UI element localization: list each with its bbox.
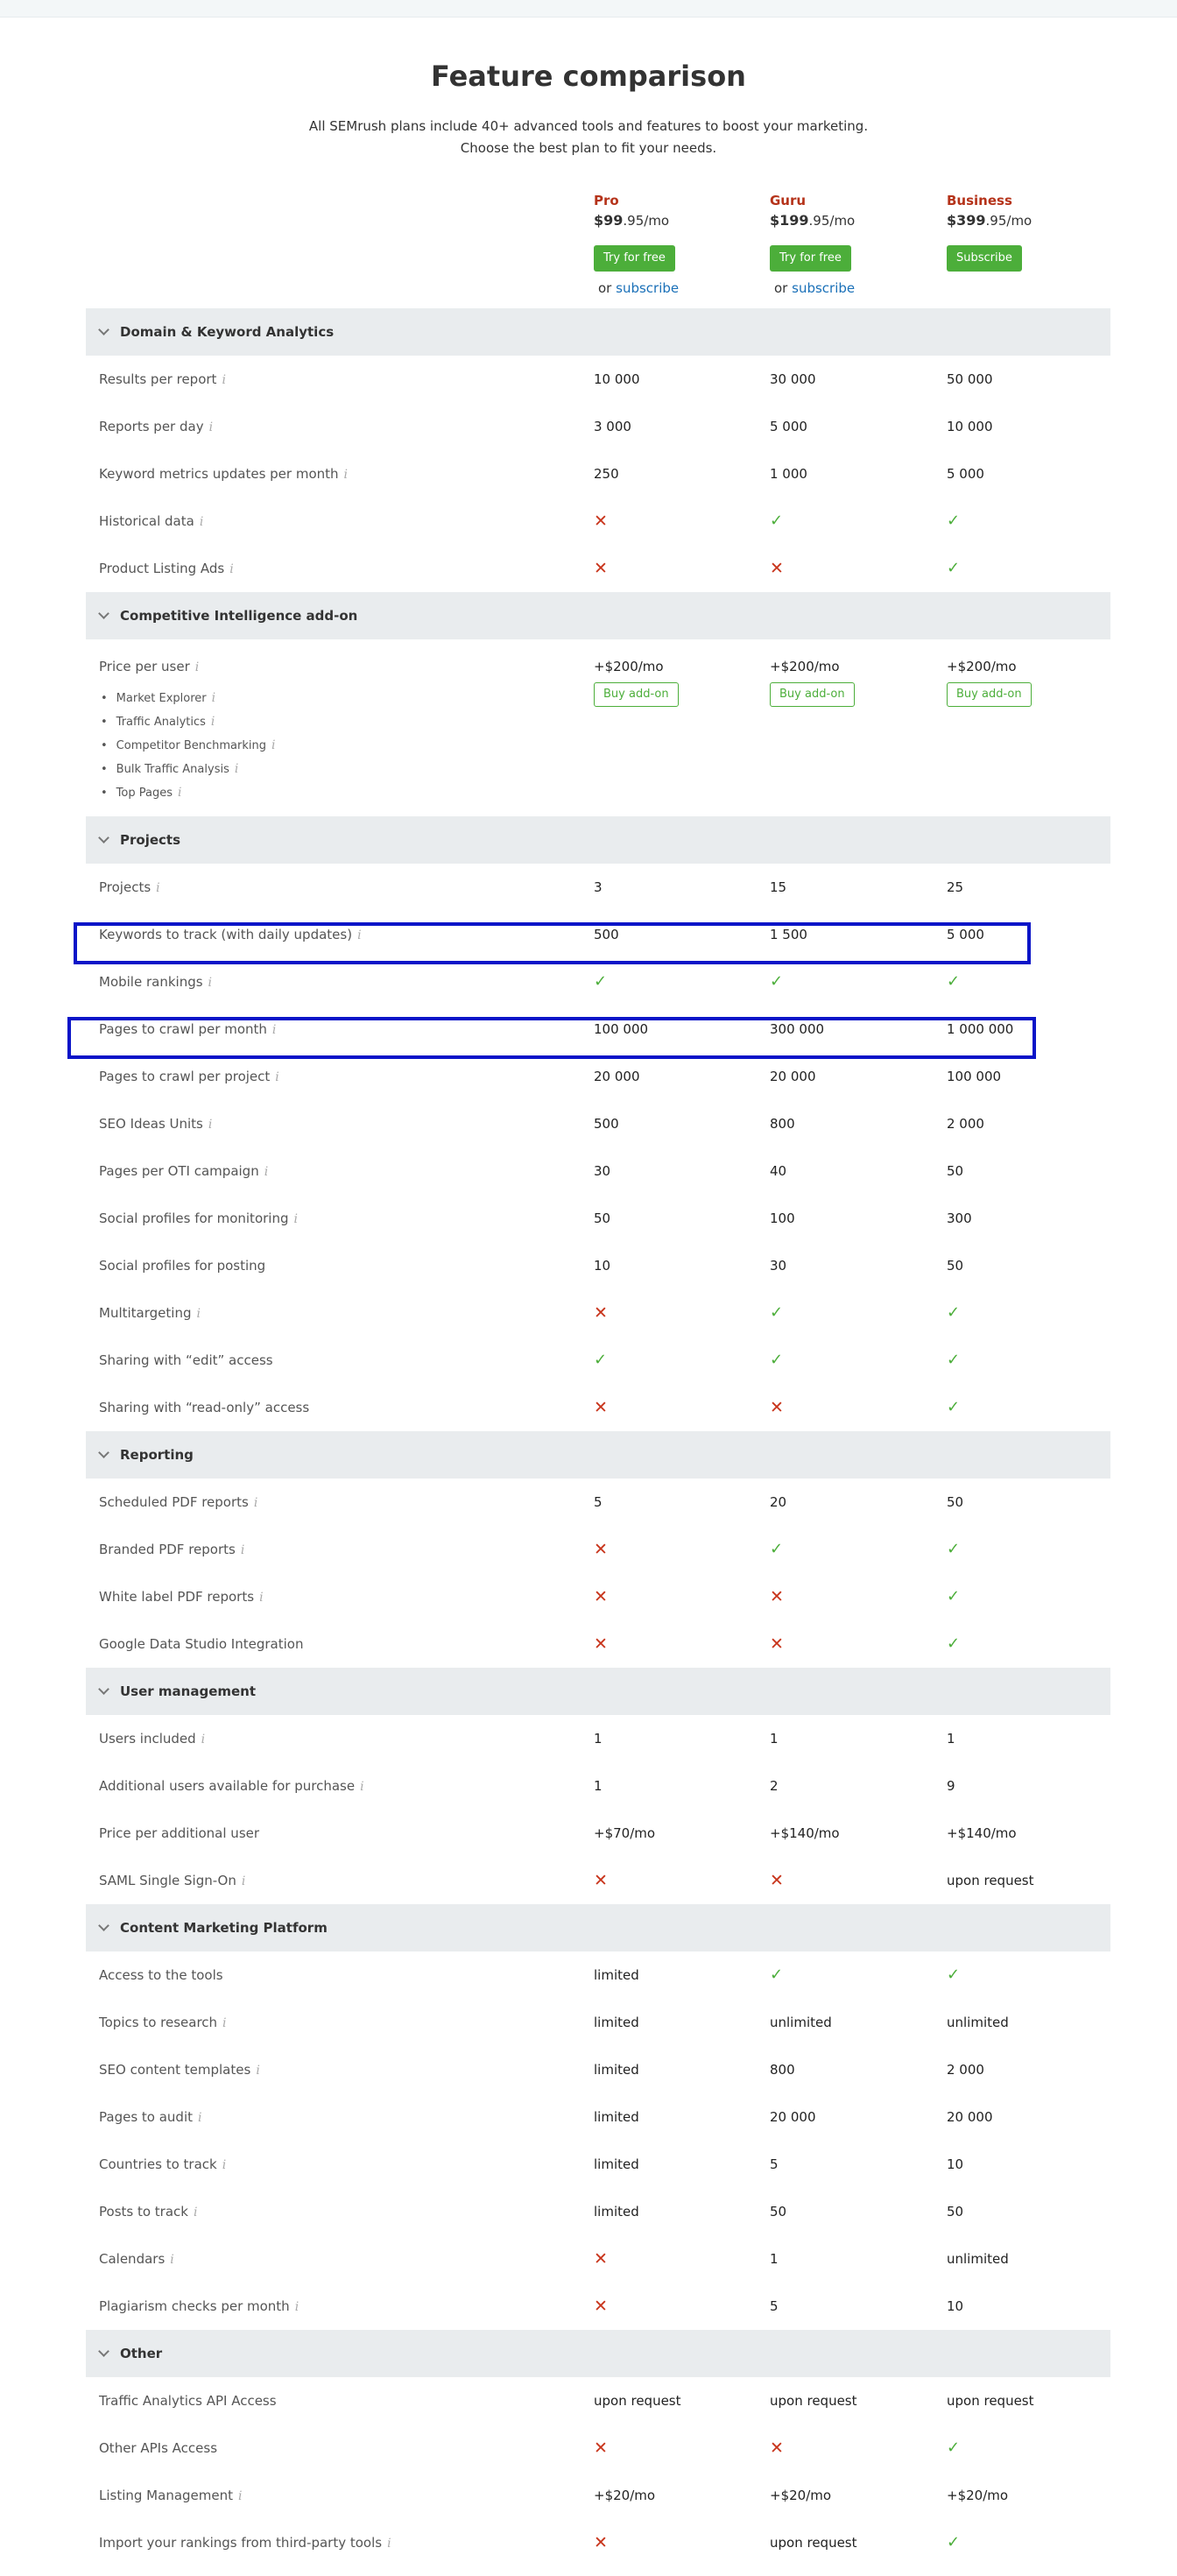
- top-strip: [0, 0, 1177, 18]
- table-row: [86, 1479, 1110, 1526]
- table-row: [86, 2472, 1110, 2519]
- table-row: [86, 2188, 1110, 2235]
- cell-value: 2 000: [947, 2062, 984, 2078]
- page-subtitle: [0, 116, 1177, 159]
- table-row: [86, 1384, 1110, 1431]
- info-icon[interactable]: i: [193, 2205, 198, 2220]
- info-icon[interactable]: i: [387, 2537, 391, 2551]
- row-label: Branded PDF reports i: [99, 1542, 245, 1557]
- section-header-user-management[interactable]: [86, 1668, 1110, 1715]
- cross-icon: ✕: [770, 1398, 784, 1417]
- cell-value: 20: [770, 1494, 787, 1510]
- row-label: SEO content templates i: [99, 2062, 260, 2078]
- section-title: Competitive Intelligence add-on: [120, 608, 358, 624]
- table-row: [86, 1810, 1110, 1857]
- plan-price: $99.95/mo: [594, 212, 670, 229]
- table-row: [86, 958, 1110, 1006]
- row-label: Pages per OTI campaign i: [99, 1163, 269, 1179]
- info-icon[interactable]: i: [210, 715, 215, 729]
- section-title: Projects: [120, 832, 181, 848]
- table-row: [86, 1573, 1110, 1620]
- cross-icon: ✕: [594, 2249, 608, 2269]
- cell-value: 10 000: [594, 371, 640, 387]
- check-icon: ✓: [947, 1351, 961, 1369]
- table-row: [86, 1715, 1110, 1762]
- table-row: [86, 1100, 1110, 1147]
- cross-icon: ✕: [594, 2533, 608, 2552]
- row-label: Access to the tools: [99, 1967, 223, 1983]
- check-icon: ✓: [594, 972, 608, 991]
- section-header-domain-keyword-analytics[interactable]: [86, 308, 1110, 356]
- row-label: Posts to track i: [99, 2204, 198, 2220]
- table-row: [86, 1053, 1110, 1100]
- cell-value: upon request: [770, 2535, 857, 2551]
- row-label: Additional users available for purchase i: [99, 1778, 364, 1794]
- cell-value: upon request: [594, 2393, 681, 2409]
- check-icon: ✓: [770, 1303, 784, 1322]
- table-row: [86, 1999, 1110, 2046]
- cell-value: limited: [594, 2015, 639, 2030]
- cell-value: 5 000: [770, 419, 807, 434]
- plan-price: $199.95/mo: [770, 212, 856, 229]
- cell-value: 500: [594, 1116, 619, 1132]
- row-label: Results per report i: [99, 371, 226, 387]
- cell-value: 50: [770, 2204, 787, 2220]
- section-title: Domain & Keyword Analytics: [120, 324, 335, 340]
- cell-value: 1 000: [770, 466, 807, 482]
- row-label: Pages to crawl per month i: [99, 1021, 277, 1037]
- cell-value: limited: [594, 2204, 639, 2220]
- cross-icon: ✕: [594, 2297, 608, 2316]
- row-label: SEO Ideas Units i: [99, 1116, 213, 1132]
- cell-value: 15: [770, 879, 787, 895]
- row-label: Social profiles for posting: [99, 1258, 266, 1274]
- cross-icon: ✕: [770, 559, 784, 578]
- table-row: [86, 1289, 1110, 1337]
- row-label: Projects i: [99, 879, 160, 895]
- check-icon: ✓: [594, 1351, 608, 1369]
- cell-value: 10: [594, 1258, 611, 1274]
- cell-value: +$20/mo: [947, 2488, 1009, 2503]
- addon-price: +$200/mo: [770, 659, 840, 674]
- cell-value: 50: [947, 1163, 964, 1179]
- page-title: Feature comparison: [431, 60, 746, 93]
- table-row: [86, 450, 1110, 498]
- section-header-other[interactable]: [86, 2330, 1110, 2377]
- table-row: [86, 356, 1110, 403]
- info-icon[interactable]: i: [196, 1307, 201, 1321]
- cell-value: 1: [594, 1778, 603, 1794]
- row-label: Reports per day i: [99, 419, 214, 434]
- cross-icon: ✕: [594, 1540, 608, 1559]
- cell-value: 3 000: [594, 419, 631, 434]
- check-icon: ✓: [947, 1303, 961, 1322]
- cell-value: 5: [770, 2156, 779, 2172]
- cell-value: 100: [770, 1210, 795, 1226]
- chevron-down-icon: [98, 608, 109, 619]
- chevron-down-icon: [98, 832, 109, 843]
- cross-icon: ✕: [770, 1634, 784, 1654]
- or-subscribe: or subscribe: [598, 280, 680, 296]
- section-title: Other: [120, 2346, 163, 2361]
- table-row: [86, 1526, 1110, 1573]
- chevron-down-icon: [98, 1447, 109, 1458]
- row-label: Topics to research i: [99, 2015, 227, 2030]
- info-icon[interactable]: i: [201, 1733, 206, 1747]
- cell-value: 20 000: [770, 2109, 816, 2125]
- cell-value: 100 000: [947, 1069, 1002, 1084]
- row-label: SAML Single Sign-On i: [99, 1873, 246, 1888]
- row-label: Product Listing Ads i: [99, 561, 234, 576]
- cross-icon: ✕: [594, 1587, 608, 1606]
- row-label: Pages to audit i: [99, 2109, 202, 2125]
- info-icon[interactable]: i: [240, 1543, 245, 1557]
- or-subscribe: or subscribe: [774, 280, 856, 296]
- addon-feature-list: [101, 687, 276, 805]
- addon-price: +$200/mo: [594, 659, 664, 674]
- cell-value: 40: [770, 1163, 787, 1179]
- highlight-pages-crawl-row: [67, 1017, 1036, 1059]
- addon-feature-item: • Market Explorer i: [101, 687, 276, 710]
- cell-value: 3: [594, 879, 603, 895]
- try-for-free-button[interactable]: Try for free: [594, 245, 675, 272]
- cell-value: 1 500: [770, 927, 807, 942]
- check-icon: ✓: [947, 1587, 961, 1606]
- cross-icon: ✕: [594, 512, 608, 531]
- highlight-keywords-row: [74, 922, 1031, 964]
- check-icon: ✓: [770, 1351, 784, 1369]
- info-icon[interactable]: i: [170, 2253, 174, 2267]
- table-row: [86, 1951, 1110, 1999]
- cell-value: 500: [594, 927, 619, 942]
- cell-value: 5 000: [947, 466, 984, 482]
- info-icon[interactable]: i: [208, 976, 213, 990]
- cell-value: 20 000: [594, 1069, 640, 1084]
- table-row: [86, 498, 1110, 545]
- cell-value: 10: [947, 2298, 964, 2314]
- check-icon: ✓: [947, 2438, 961, 2457]
- table-row: [86, 1857, 1110, 1904]
- addon-feature-item: • Competitor Benchmarking i: [101, 734, 276, 758]
- info-icon[interactable]: i: [208, 1118, 213, 1132]
- cell-value: 20 000: [947, 2109, 993, 2125]
- table-row: [86, 1337, 1110, 1384]
- cell-value: 5: [594, 1494, 603, 1510]
- cross-icon: ✕: [594, 559, 608, 578]
- cell-value: limited: [594, 2062, 639, 2078]
- row-label: Multitargeting i: [99, 1305, 201, 1321]
- cross-icon: ✕: [594, 1303, 608, 1323]
- info-icon[interactable]: i: [211, 691, 216, 705]
- addon-feature-item: • Traffic Analytics i: [101, 710, 276, 734]
- cell-value: 50: [594, 1210, 611, 1226]
- addon-cell: [770, 659, 855, 707]
- info-icon[interactable]: i: [238, 2489, 243, 2503]
- cell-value: 10 000: [947, 419, 993, 434]
- cell-value: 1 000 000: [947, 1021, 1014, 1037]
- info-icon[interactable]: i: [271, 1023, 277, 1037]
- cell-value: 30: [770, 1258, 787, 1274]
- row-label: Users included i: [99, 1731, 206, 1747]
- cell-value: 10: [947, 2156, 964, 2172]
- check-icon: ✓: [947, 1634, 961, 1653]
- info-icon[interactable]: i: [293, 1212, 298, 1226]
- cross-icon: ✕: [770, 1871, 784, 1890]
- info-icon[interactable]: i: [259, 1591, 264, 1605]
- section-header-reporting[interactable]: [86, 1431, 1110, 1479]
- info-icon[interactable]: i: [264, 1165, 269, 1179]
- info-icon[interactable]: i: [275, 1070, 279, 1084]
- subscribe-button[interactable]: Subscribe: [947, 245, 1022, 272]
- table-row: [86, 1762, 1110, 1810]
- cell-value: 100 000: [594, 1021, 649, 1037]
- check-icon: ✓: [770, 1966, 784, 1984]
- cell-value: limited: [594, 2109, 639, 2125]
- info-icon[interactable]: i: [234, 762, 239, 776]
- cell-value: limited: [594, 2156, 639, 2172]
- row-label: Plagiarism checks per month i: [99, 2298, 300, 2314]
- cell-value: 25: [947, 879, 964, 895]
- row-label: Countries to track i: [99, 2156, 227, 2172]
- cell-value: 1: [770, 1731, 779, 1747]
- cell-value: 1: [770, 2251, 779, 2267]
- table-row: [86, 2283, 1110, 2330]
- row-label: Sharing with “edit” access: [99, 1352, 273, 1368]
- cell-value: +$70/mo: [594, 1825, 656, 1841]
- row-label: Price per additional user: [99, 1825, 260, 1841]
- section-title: Content Marketing Platform: [120, 1920, 328, 1936]
- addon-row: [86, 639, 1110, 816]
- row-label: Pages to crawl per project i: [99, 1069, 279, 1084]
- addon-feature-item: • Top Pages i: [101, 781, 276, 805]
- section-title: User management: [120, 1683, 257, 1699]
- cell-value: 50 000: [947, 371, 993, 387]
- info-icon[interactable]: i: [194, 660, 200, 674]
- cell-value: 250: [594, 466, 619, 482]
- table-row: [86, 403, 1110, 450]
- addon-cell: [594, 659, 679, 707]
- cell-value: limited: [594, 1967, 639, 1983]
- cell-value: 800: [770, 1116, 795, 1132]
- info-icon[interactable]: i: [229, 562, 234, 576]
- buy-add-on-button[interactable]: Buy add-on: [770, 682, 855, 707]
- cell-value: 2: [770, 1778, 779, 1794]
- plan-business: [947, 193, 1113, 272]
- cell-value: +$140/mo: [770, 1825, 840, 1841]
- cell-value: 20 000: [770, 1069, 816, 1084]
- row-label: Traffic Analytics API Access: [99, 2393, 277, 2409]
- row-label: Social profiles for monitoring i: [99, 1210, 298, 1226]
- subscribe-link[interactable]: subscribe: [792, 280, 856, 296]
- cell-value: upon request: [770, 2393, 857, 2409]
- check-icon: ✓: [770, 972, 784, 991]
- cell-value: 50: [947, 1258, 964, 1274]
- addon-feature-item: • Bulk Traffic Analysis i: [101, 758, 276, 781]
- cell-value: +$20/mo: [594, 2488, 656, 2503]
- info-icon[interactable]: i: [357, 928, 362, 942]
- row-label: Scheduled PDF reports i: [99, 1494, 258, 1510]
- row-label: Sharing with “read-only” access: [99, 1400, 310, 1415]
- table-row: [86, 2141, 1110, 2188]
- table-row: [86, 1242, 1110, 1289]
- row-label: Other APIs Access: [99, 2440, 218, 2456]
- info-icon[interactable]: i: [253, 1496, 258, 1510]
- table-row: [86, 2424, 1110, 2472]
- chevron-down-icon: [98, 2346, 109, 2357]
- cell-value: +$20/mo: [770, 2488, 832, 2503]
- cell-value: upon request: [947, 1873, 1034, 1888]
- row-label: Calendars i: [99, 2251, 174, 2267]
- check-icon: ✓: [947, 972, 961, 991]
- try-for-free-button[interactable]: Try for free: [770, 245, 851, 272]
- info-icon[interactable]: i: [198, 2111, 202, 2125]
- section-header-projects[interactable]: [86, 816, 1110, 864]
- chevron-down-icon: [98, 324, 109, 335]
- cell-value: unlimited: [947, 2251, 1009, 2267]
- info-icon[interactable]: i: [222, 373, 226, 387]
- table-row: [86, 2093, 1110, 2141]
- feature-table: [86, 308, 1110, 2566]
- section-title: Reporting: [120, 1447, 194, 1463]
- info-icon[interactable]: i: [256, 2064, 260, 2078]
- table-row: [86, 2235, 1110, 2283]
- addon-cell: [947, 659, 1032, 707]
- plan-name: Business: [947, 193, 1012, 208]
- section-header-competitive-intelligence-add-on[interactable]: [86, 592, 1110, 639]
- info-icon[interactable]: i: [271, 738, 276, 752]
- check-icon: ✓: [947, 1398, 961, 1416]
- table-row: [86, 545, 1110, 592]
- chevron-down-icon: [98, 1920, 109, 1931]
- row-label: Google Data Studio Integration: [99, 1636, 304, 1652]
- plan-name: Pro: [594, 193, 619, 208]
- cross-icon: ✕: [594, 2438, 608, 2458]
- info-icon[interactable]: i: [199, 515, 204, 529]
- table-row: [86, 1147, 1110, 1195]
- info-icon[interactable]: i: [208, 420, 214, 434]
- cell-value: unlimited: [770, 2015, 832, 2030]
- row-label: Mobile rankings i: [99, 974, 213, 990]
- info-icon[interactable]: i: [360, 1780, 364, 1794]
- cell-value: 50: [947, 1494, 964, 1510]
- cell-value: 300: [947, 1210, 972, 1226]
- cell-value: 1: [594, 1731, 603, 1747]
- cell-value: 50: [947, 2204, 964, 2220]
- check-icon: ✓: [947, 2533, 961, 2551]
- table-row: [86, 2519, 1110, 2566]
- row-label: Historical data i: [99, 513, 204, 529]
- row-label: Keywords to track (with daily updates) i: [99, 927, 362, 942]
- section-header-content-marketing-platform[interactable]: [86, 1904, 1110, 1951]
- cross-icon: ✕: [594, 1871, 608, 1890]
- info-icon[interactable]: i: [222, 2016, 227, 2030]
- plan-price: $399.95/mo: [947, 212, 1033, 229]
- check-icon: ✓: [947, 512, 961, 530]
- check-icon: ✓: [770, 1540, 784, 1558]
- info-icon[interactable]: i: [294, 2300, 300, 2314]
- cross-icon: ✕: [594, 1634, 608, 1654]
- row-label: Listing Management i: [99, 2488, 243, 2503]
- subtitle-line-1: All SEMrush plans include 40+ advanced tools and features to boost your marketing.: [308, 118, 869, 134]
- cell-value: upon request: [947, 2393, 1034, 2409]
- check-icon: ✓: [947, 1966, 961, 1984]
- plan-pro: [594, 193, 760, 296]
- cell-value: 800: [770, 2062, 795, 2078]
- cell-value: 5 000: [947, 927, 984, 942]
- info-icon[interactable]: i: [178, 786, 182, 800]
- buy-add-on-button[interactable]: Buy add-on: [594, 682, 679, 707]
- subtitle-line-2: Choose the best plan to fit your needs.: [460, 140, 717, 156]
- cell-value: 30: [594, 1163, 611, 1179]
- table-row: [86, 864, 1110, 911]
- info-icon[interactable]: i: [156, 881, 160, 895]
- info-icon[interactable]: i: [241, 1874, 246, 1888]
- subscribe-link[interactable]: subscribe: [616, 280, 680, 296]
- info-icon[interactable]: i: [222, 2158, 227, 2172]
- check-icon: ✓: [770, 512, 784, 530]
- cell-value: 9: [947, 1778, 955, 1794]
- cross-icon: ✕: [770, 1587, 784, 1606]
- table-row: [86, 2046, 1110, 2093]
- plan-name: Guru: [770, 193, 807, 208]
- cell-value: unlimited: [947, 2015, 1009, 2030]
- cell-value: 5: [770, 2298, 779, 2314]
- info-icon[interactable]: i: [343, 468, 349, 482]
- row-label: Price per user i: [99, 659, 200, 674]
- addon-price: +$200/mo: [947, 659, 1017, 674]
- table-row: [86, 1195, 1110, 1242]
- check-icon: ✓: [947, 559, 961, 577]
- row-label: White label PDF reports i: [99, 1589, 264, 1605]
- cross-icon: ✕: [594, 1398, 608, 1417]
- cell-value: 1: [947, 1731, 955, 1747]
- table-row: [86, 2377, 1110, 2424]
- buy-add-on-button[interactable]: Buy add-on: [947, 682, 1032, 707]
- cell-value: +$140/mo: [947, 1825, 1017, 1841]
- row-label: Import your rankings from third-party tools i: [99, 2535, 391, 2551]
- chevron-down-icon: [98, 1683, 109, 1695]
- cell-value: 30 000: [770, 371, 816, 387]
- cell-value: 300 000: [770, 1021, 825, 1037]
- table-row: [86, 1620, 1110, 1668]
- plan-guru: [770, 193, 936, 296]
- cross-icon: ✕: [770, 2438, 784, 2458]
- cell-value: 2 000: [947, 1116, 984, 1132]
- row-label: Keyword metrics updates per month i: [99, 466, 349, 482]
- check-icon: ✓: [947, 1540, 961, 1558]
